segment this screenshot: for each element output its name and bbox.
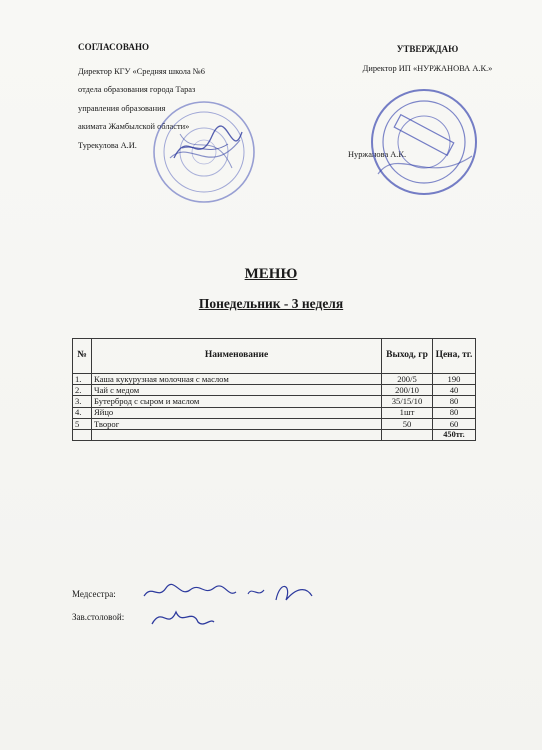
approval-right-block [330, 44, 525, 159]
row-num: 4. [73, 407, 92, 418]
row-price: 60 [433, 418, 476, 429]
row-name: Чай с медом [92, 385, 382, 396]
table-total-row [73, 429, 476, 440]
approval-left-title: СОГЛАСОВАНО [78, 42, 150, 52]
row-num: 3. [73, 396, 92, 407]
director-signature-icon [168, 118, 248, 178]
table-row [73, 418, 476, 429]
approval-left-line: управления образования [78, 103, 166, 113]
menu-subtitle: Понедельник - 3 неделя [198, 296, 344, 311]
row-price: 80 [433, 396, 476, 407]
row-num: 1. [73, 374, 92, 385]
header-name: Наименование [92, 339, 382, 374]
row-name: Творог [92, 418, 382, 429]
nurse-signature-icon [140, 578, 320, 606]
company-stamp-icon [368, 86, 480, 198]
approval-left-line: Турекулова А.И. [78, 140, 137, 150]
total-empty-cell [382, 429, 433, 440]
row-price: 80 [433, 407, 476, 418]
nurse-label: Медсестра: [72, 589, 116, 599]
row-output: 200/5 [382, 374, 433, 385]
total-empty-cell [73, 429, 92, 440]
header-price: Цена, тг. [433, 339, 476, 374]
approval-right-director: Директор ИП «НУРЖАНОВА А.К.» [362, 64, 493, 73]
table-row [73, 374, 476, 385]
approval-right-name: Нуржанова А.К. [348, 150, 407, 159]
table-row [73, 385, 476, 396]
approval-left-line: акимата Жамбылской области» [78, 122, 190, 131]
table-row [73, 396, 476, 407]
table-header-row [73, 339, 476, 374]
row-name: Яйцо [92, 407, 382, 418]
row-num: 5 [73, 418, 92, 429]
total-empty-cell [92, 429, 382, 440]
header-num: № [73, 339, 92, 374]
canteen-signature-icon [148, 604, 218, 632]
row-num: 2. [73, 385, 92, 396]
approval-left-line: отдела образования города Тараз [78, 85, 196, 94]
menu-title: МЕНЮ [244, 266, 298, 282]
menu-table [72, 338, 476, 441]
header-output: Выход, гр [382, 339, 433, 374]
approval-left-line: Директор КГУ «Средняя школа №6 [78, 66, 205, 76]
row-output: 50 [382, 418, 433, 429]
row-price: 190 [433, 374, 476, 385]
table-row [73, 407, 476, 418]
approval-right-title: УТВЕРЖДАЮ [396, 44, 459, 54]
row-name: Бутерброд с сыром и маслом [92, 396, 382, 407]
row-name: Каша кукурузная молочная с маслом [92, 374, 382, 385]
total-price: 450тг. [433, 429, 476, 440]
row-output: 35/15/10 [382, 396, 433, 407]
row-output: 1шт [382, 407, 433, 418]
canteen-label: Зав.столовой: [72, 612, 125, 622]
row-price: 40 [433, 385, 476, 396]
row-output: 200/10 [382, 385, 433, 396]
